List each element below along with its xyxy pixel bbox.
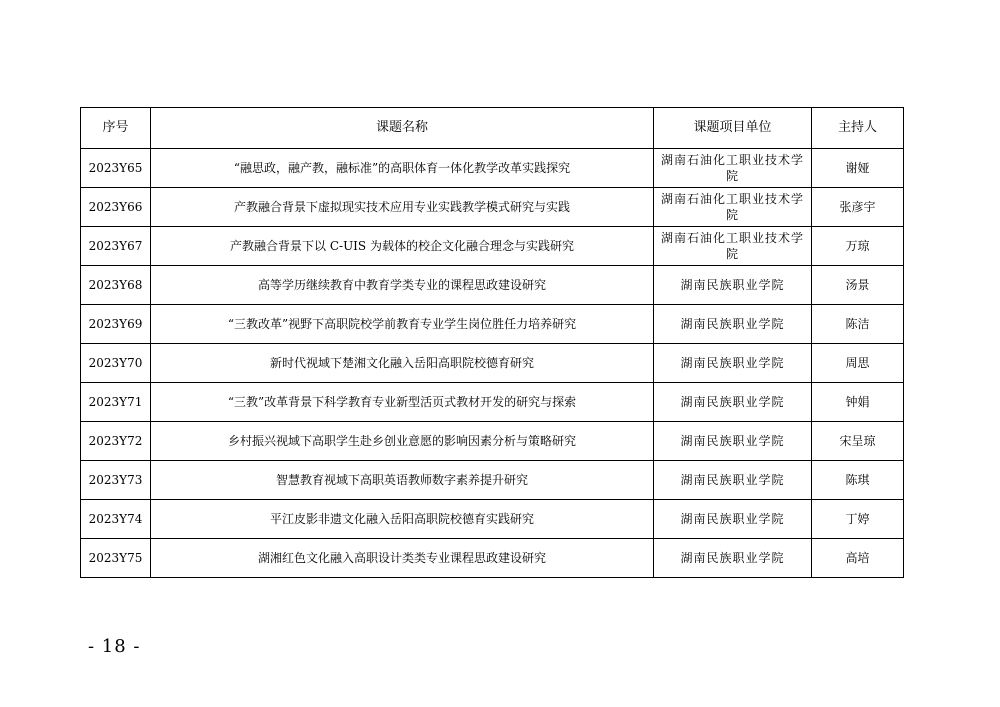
cell-host: 高培 [812, 539, 904, 578]
table-row [81, 461, 904, 500]
table-row [81, 227, 904, 266]
cell-title: “三教”改革背景下科学教育专业新型活页式教材开发的研究与探索 [151, 383, 654, 422]
table-row [81, 383, 904, 422]
cell-unit: 湖南民族职业学院 [654, 383, 812, 422]
cell-title: 乡村振兴视域下高职学生赴乡创业意愿的影响因素分析与策略研究 [151, 422, 654, 461]
cell-unit: 湖南民族职业学院 [654, 344, 812, 383]
header-unit: 课题项目单位 [654, 108, 812, 149]
table-row [81, 188, 904, 227]
table-header [81, 108, 904, 149]
cell-unit: 湖南民族职业学院 [654, 266, 812, 305]
cell-code: 2023Y65 [81, 149, 151, 188]
page-number: - 18 - [88, 636, 141, 657]
table-row [81, 305, 904, 344]
table-row [81, 539, 904, 578]
cell-title: 产教融合背景下虚拟现实技术应用专业实践教学模式研究与实践 [151, 188, 654, 227]
cell-code: 2023Y67 [81, 227, 151, 266]
cell-title: “三教改革”视野下高职院校学前教育专业学生岗位胜任力培养研究 [151, 305, 654, 344]
cell-host: 钟娟 [812, 383, 904, 422]
cell-host: 陈洁 [812, 305, 904, 344]
header-host: 主持人 [812, 108, 904, 149]
cell-unit: 湖南民族职业学院 [654, 461, 812, 500]
cell-code: 2023Y70 [81, 344, 151, 383]
cell-host: 谢娅 [812, 149, 904, 188]
project-table [80, 107, 904, 578]
cell-host: 万琼 [812, 227, 904, 266]
cell-unit: 湖南石油化工职业技术学院 [654, 149, 812, 188]
table-body [81, 149, 904, 578]
cell-unit: 湖南民族职业学院 [654, 539, 812, 578]
cell-host: 周思 [812, 344, 904, 383]
cell-unit: 湖南民族职业学院 [654, 422, 812, 461]
cell-code: 2023Y74 [81, 500, 151, 539]
cell-code: 2023Y69 [81, 305, 151, 344]
table-row [81, 422, 904, 461]
header-title: 课题名称 [151, 108, 654, 149]
table-row [81, 149, 904, 188]
cell-title: 产教融合背景下以 C-UIS 为载体的校企文化融合理念与实践研究 [151, 227, 654, 266]
cell-code: 2023Y66 [81, 188, 151, 227]
cell-title: “融思政，融产教，融标准”的高职体育一体化教学改革实践探究 [151, 149, 654, 188]
cell-host: 丁婷 [812, 500, 904, 539]
cell-host: 宋呈琼 [812, 422, 904, 461]
cell-unit: 湖南石油化工职业技术学院 [654, 188, 812, 227]
cell-code: 2023Y68 [81, 266, 151, 305]
cell-host: 张彦宇 [812, 188, 904, 227]
cell-unit: 湖南石油化工职业技术学院 [654, 227, 812, 266]
table-row [81, 500, 904, 539]
cell-code: 2023Y73 [81, 461, 151, 500]
cell-title: 平江皮影非遗文化融入岳阳高职院校德育实践研究 [151, 500, 654, 539]
cell-code: 2023Y75 [81, 539, 151, 578]
table-row [81, 344, 904, 383]
header-code: 序号 [81, 108, 151, 149]
cell-title: 高等学历继续教育中教育学类专业的课程思政建设研究 [151, 266, 654, 305]
table-row [81, 266, 904, 305]
cell-unit: 湖南民族职业学院 [654, 500, 812, 539]
cell-unit: 湖南民族职业学院 [654, 305, 812, 344]
cell-host: 汤景 [812, 266, 904, 305]
cell-code: 2023Y71 [81, 383, 151, 422]
cell-title: 湖湘红色文化融入高职设计类类专业课程思政建设研究 [151, 539, 654, 578]
cell-code: 2023Y72 [81, 422, 151, 461]
cell-title: 智慧教育视域下高职英语教师数字素养提升研究 [151, 461, 654, 500]
cell-title: 新时代视域下楚湘文化融入岳阳高职院校德育研究 [151, 344, 654, 383]
cell-host: 陈琪 [812, 461, 904, 500]
table-header-row [81, 108, 904, 149]
